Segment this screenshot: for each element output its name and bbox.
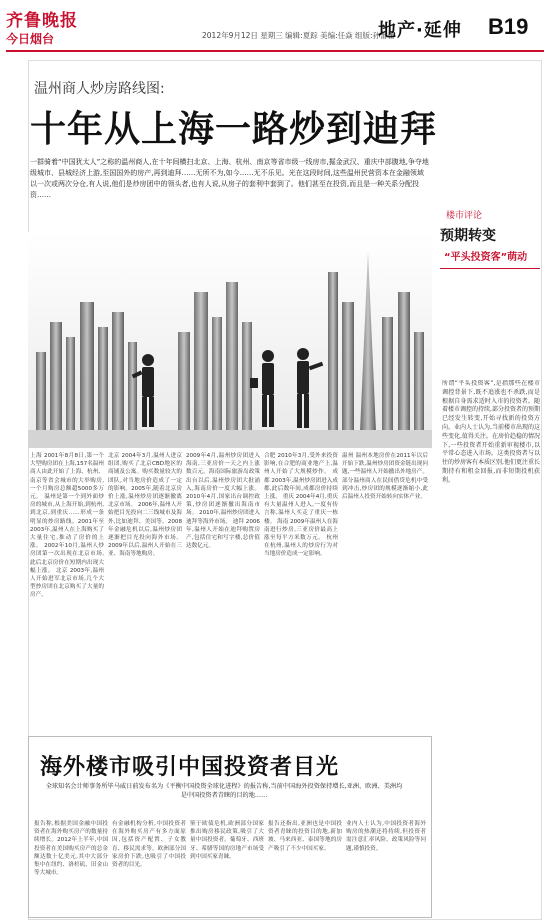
header-rule [6, 50, 544, 52]
article-column-5: 温州 温州本地房价在2011年以后开始下跌,温州炒房团资金链出现问题,一些温州人开始撤出外地房产。部分温州商人在民间借贷危机中受到冲击,炒房团的规模逐渐缩小,此后温州人投资开始转向实体产业。 [342, 453, 428, 501]
story-kicker: 温州商人炒房路线图: [34, 81, 165, 97]
second-story-headline: 海外楼市吸引中国投资者目光 [40, 755, 340, 780]
article-column-4: 合肥 2010年3月,受外来投资影响,在合肥的商业地产上,温州人开始了大规模炒作。 成都 2003年,温州炒房团进入成都,此后数年间,成都房价持续上涨。 重庆 2004年4月,重庆有大量温州人进入,一度有传言称,温州人买走了重庆一栋楼。 海南 2009年温州人在海南进行炒房,三亚房价最高上涨至每平方米数万元。 杭州 在杭州,温州人的炒房行为对当地房价造成一定影响。 [264, 453, 338, 558]
second-column-2: 有金融机构分析,中国投资者在海外购买房产有多方面原因,包括资产配置、子女教育、移民需求等。欧洲部分国家房价下跌,也吸引了中国投资者的目光。 [112, 821, 186, 869]
edition-name: 今日烟台 [6, 32, 55, 46]
page-number: B19 [488, 14, 529, 39]
city-skyline-illustration [28, 232, 432, 448]
second-story-lead: 全球知名会计师事务所毕马威日前发布名为《平衡中国投资全球化进程》的报告称,当前中国海外投资保持增长,亚洲、欧洲、美洲均是中国投资者青睐的目的地…… [45, 783, 403, 799]
story-headline: 十年从上海一路炒到迪拜 [30, 109, 438, 150]
newspaper-logo: 齐鲁晚报 [6, 11, 78, 31]
article-column-2: 北京 2004年3月,温州人进京组团,购买了北京CBD地区的商铺及公寓。购买数量较大的团队,对当地房价造成了一定的影响。2005年,随着北京房价上涨,温州炒房团逐渐撤离北京市场。 2006年,温州人开始把目光投向二三线城市及海外,比如迪拜、美国等。2008年金融危机以后,温州炒房团逐渐把目光投向海外市场。2009年以后,温州人开始在三亚、海南等地购房。 [108, 453, 182, 558]
second-column-3: 鉴于欧债危机,欧洲部分国家推出购房移民政策,吸引了大量中国投资者。葡萄牙、西班牙、希腊等国的房地产市场受到中国买家青睐。 [190, 821, 264, 860]
masthead-header [0, 0, 550, 52]
commentary-subhead: “平头投资客”萌动 [444, 252, 528, 263]
dateline: 2012年9月12日 星期三 编辑:夏踪 美编:任焱 组版:孙蕾蕾 [202, 31, 396, 40]
commentary-headline: 预期转变 [440, 228, 496, 244]
second-column-5: 业内人士认为,中国投资者海外购房的热潮还将持续,但投资者需注意汇率风险、政策风险等问题,谨慎投资。 [346, 821, 426, 852]
story-lead: 一群骑着“中国犹太人”之称的温州商人,在十年间横扫北京、上海、杭州、南京等省市级一线房市,掘金武汉、重庆中部腹地,争夺地级城市、县城经济上游,至国国外的房产,再到迪拜……无所不为,如今……无不乐见。光在这段时间,这些温州民营资本在金融领域以一次或两次分仓,有人说,他们是炒房团中的领头者,也有人说,从房子的套利中套到了。他们甚至在投资,而且是一种关系分配投资…… [30, 158, 429, 199]
section-name: 地产·延伸 [378, 20, 462, 41]
second-column-4: 报告还指出,亚洲也是中国投资者青睐的投资目的地,新加坡、马来西亚、泰国等地的房产吸引了不少中国买家。 [268, 821, 342, 852]
commentary-body: 所谓“平头投资客”,是指那些在楼市调控背景下,既不追涨也不杀跌,而是根据自身需求适时入市的投资者。随着楼市调控的持续,部分投资者的预期已经发生转变,开始寻找新的投资方向。业内人士认为,当前楼市出现的这些变化,值得关注。在房价趋稳的情况下,一些投资者开始重新审视楼市,以平常心态进入市场。这类投资者与以往的炒房客有本质区别,他们更注重长期持有和租金回报,而非短期投机获利。 [442, 380, 540, 484]
commentary-rule [440, 268, 540, 269]
second-column-1: 报告称,根据美国金融中国投资者在海外购买房产的数量持续增长。2012年上半年,中国投资者在美国购买房产的总金额达数十亿美元,其中大部分集中在纽约、洛杉矶、旧金山等大城市。 [34, 821, 108, 877]
commentary-tag: 楼市评论 [446, 211, 483, 221]
article-column-3: 2009年4月,温州炒房团进入海南,三亚房价一天之内上涨数百元。海南国际旅游岛政策出台以后,温州炒房团大批涌入,海南房价一度大幅上涨。 2010年4月,国家出台调控政策,炒房团逐渐撤出海南市场。 2010年,温州炒房团进入迪拜等海外市场。 迪拜 2006年,温州人开始在迪拜购置房产,包括住宅和写字楼,总价值达数亿元。 [186, 453, 260, 550]
article-column-1: 上海 2001年8月8日,第一个大型购房团在上海,157名温州商人由此开始了上海、杭州、南京等省会城市的大举购房,一个月购房总额超5000多万元。 温州是第一个到外面炒房的城市,从上海开始,到杭州,到北京,到重庆……形成一条明显的炒房路线。2001年至2003年,温州人在上海购买了大量住宅,推动了房价的上涨。 2002年10月,温州人炒房团第一次出现在北京市场,此后北京房价在短期内出现大幅上涨。 北京 2003年,温州人开始进军北京市场,几个大型炒房团在北京购买了大量的房产。 [30, 453, 104, 599]
